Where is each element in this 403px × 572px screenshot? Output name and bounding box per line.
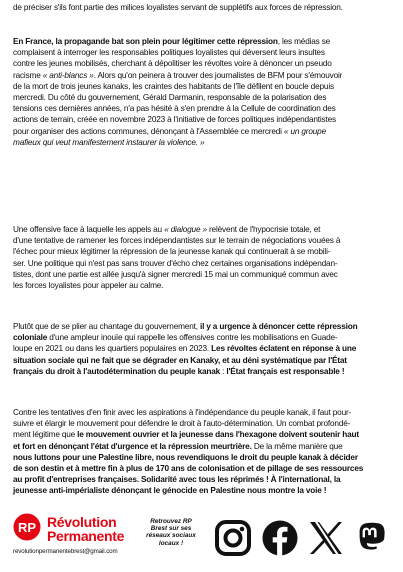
text-run: ment légitime que [13, 430, 78, 440]
text-line [13, 441, 390, 452]
text-line [13, 126, 390, 137]
text-line [13, 429, 390, 440]
text-run: Contre les tentatives d'en finir avec les aspirations à l'indépendance du peuple kanak, il faut pour- [13, 408, 352, 417]
text-line [13, 474, 390, 485]
brand-name-line2: Permanente [47, 528, 125, 544]
social-caption-line: réseaux sociaux [146, 532, 196, 540]
text-line [13, 343, 390, 354]
social-caption [142, 518, 200, 547]
text-run: relèvent de l'hypocrisie totale, et [206, 225, 321, 234]
text-line [13, 70, 390, 81]
text-run: tistes, dont une partie est allée jusqu'à signer mercredi 15 mai un communiqué commun avec [13, 269, 338, 279]
logo-initials: RP [17, 520, 37, 535]
paragraph-propaganda [13, 36, 390, 148]
text-run: pour organiser des actions communes, dénonçant à l'Assemblée ce mercredi [13, 126, 284, 136]
bold-text-run: et fort en dénonçant l'état d'urgence et la répression meurtrière. [13, 441, 252, 451]
text-run: loupe en 2021 ou dans les quartiers populaires en 2023. [13, 344, 212, 354]
text-line [13, 332, 390, 343]
paragraph-urgence [13, 321, 390, 377]
bold-text-run: de son destin et à mettre fin à plus de 170 ans de colonisation et de pillage de ses ressources [13, 464, 364, 474]
bold-text-run: l'État français est responsable ! [226, 366, 345, 376]
text-run: tensions ces dernières années, n'a pas hésité à s'en prendre à la Cellule de coordination des [13, 104, 336, 114]
social-caption-line: Retrouvez RP [150, 518, 192, 525]
text-line [13, 418, 390, 429]
bold-text-run: le mouvement ouvrier et la jeunesse dans l'hexagone doivent soutenir haut [77, 430, 359, 440]
bold-text-run: français du droit à l'autodétermination du peuple kanak [13, 366, 221, 376]
text-line [13, 452, 390, 463]
bold-text-run: il y a urgence à dénoncer cette répression [199, 322, 358, 331]
text-line [13, 81, 390, 92]
text-line [13, 92, 390, 103]
text-run: Plutôt que de se plier au chantage du gouvernement, [13, 322, 200, 331]
contact-email[interactable]: revolutionpermanentebrest@gmail.com [13, 548, 118, 555]
text-run: l'échec pour mieux légitimer la répression de la jeunesse kanak qui continuerait à se mobili- [13, 247, 331, 257]
text-run: actions de terrain, créée en novembre 2023 à l'initiative de forces politiques indépendantistes [13, 115, 336, 125]
text-run: complaisent à interroger les responsables politiques loyalistes qui déversent leurs insultes [13, 48, 325, 58]
paragraph-intro [13, 2, 390, 13]
text-run: : [220, 366, 227, 376]
text-line [13, 36, 390, 47]
text-line [13, 235, 390, 246]
bold-text-run: au profit d'entreprises françaises. Solidarité avec tous les réprimés ! À l'international, la [13, 475, 341, 485]
text-line [13, 47, 390, 58]
text-run: . Alors qu'on peinera à trouver des journalistes de BFM pour s'émouvoir [93, 70, 343, 80]
italic-text-run: mafieux qui veut manifestement instaurer la violence. » [13, 137, 205, 147]
text-run: , les médias se [277, 37, 331, 46]
x-icon[interactable] [307, 519, 345, 557]
text-line [13, 280, 390, 291]
bold-text-run: coloniale [13, 333, 48, 343]
text-line [13, 114, 390, 125]
text-line [13, 355, 390, 366]
bold-text-run: En France, la propagande bat son plein pour légitimer cette répression [13, 37, 278, 46]
text-line [13, 258, 390, 269]
bold-text-run: jeunesse anti-impérialiste dénonçant le génocide en Palestine nous montre la voie ! [13, 486, 327, 496]
rp-logo-icon [13, 513, 41, 541]
text-line [13, 366, 390, 377]
social-caption-line: Brest sur ses [150, 525, 192, 533]
text-line [13, 224, 390, 235]
footer [0, 508, 403, 572]
text-run: les forces loyalistes pour appeler au calme. [13, 281, 164, 291]
italic-text-run: « un groupe [283, 126, 326, 136]
text-line [13, 246, 390, 257]
brand-name-line1: Révolution [47, 514, 117, 530]
text-line [13, 269, 390, 280]
bold-text-run: nous luttons pour une Palestine libre, nous revendiquons le droit du peuple kanak à décider [13, 452, 358, 462]
facebook-icon[interactable] [261, 519, 299, 557]
bold-text-run: Les révoltes éclatent en réponse à une [211, 344, 357, 354]
italic-text-run: « anti-blancs » [42, 70, 94, 80]
text-run: contre les jeunes mobilisés, cherchant à dépolitiser les révoltes voire à dénoncer un pseudo [13, 59, 332, 69]
text-line [13, 103, 390, 114]
text-line [13, 463, 390, 474]
text-line [13, 407, 390, 418]
instagram-icon[interactable] [214, 519, 252, 557]
text-run: de préciser s'ils font partie des milices loyalistes servant de supplétifs aux forces de répression. [13, 3, 343, 12]
text-line [13, 485, 390, 496]
text-run: Une offensive face à laquelle les appels au [13, 225, 165, 234]
text-run: racisme [13, 70, 43, 80]
text-run: d'une ampleur inouïe qui rappelle les offensives contre les mobilisations en Guade- [47, 333, 338, 343]
text-line [13, 321, 390, 332]
text-run: suivre et élargir le mouvement pour défendre le droit à l'auto-détermination. Un combat profondé- [13, 419, 351, 429]
text-line [13, 137, 390, 148]
bold-text-run: situation sociale qui ne fait que se dégrader en Kanaky, et au déni systématique par l'État [13, 355, 347, 365]
mastodon-icon[interactable] [353, 519, 391, 557]
text-line [13, 2, 390, 13]
text-run: de la mort de trois jeunes kanaks, les craintes des habitants de l'île défilent en boucle depuis [13, 81, 334, 91]
text-run: De la même manière que [251, 441, 343, 451]
text-run: mercredi. Du côté du gouvernement, Gérald Darmanin, responsable de la polarisation des [13, 93, 327, 103]
paragraph-dialogue [13, 224, 390, 291]
italic-text-run: « dialogue » [164, 225, 207, 234]
text-line [13, 58, 390, 69]
social-caption-line: locaux ! [158, 539, 184, 547]
text-run: d'une tentative de ramener les forces indépendantistes sur le terrain de négociations vouées à [13, 236, 341, 246]
paragraph-solidarite [13, 407, 390, 497]
text-run: ser. Une politique qui n'est pas sans trouver d'écho chez certaines organisations indépendan- [13, 258, 338, 268]
